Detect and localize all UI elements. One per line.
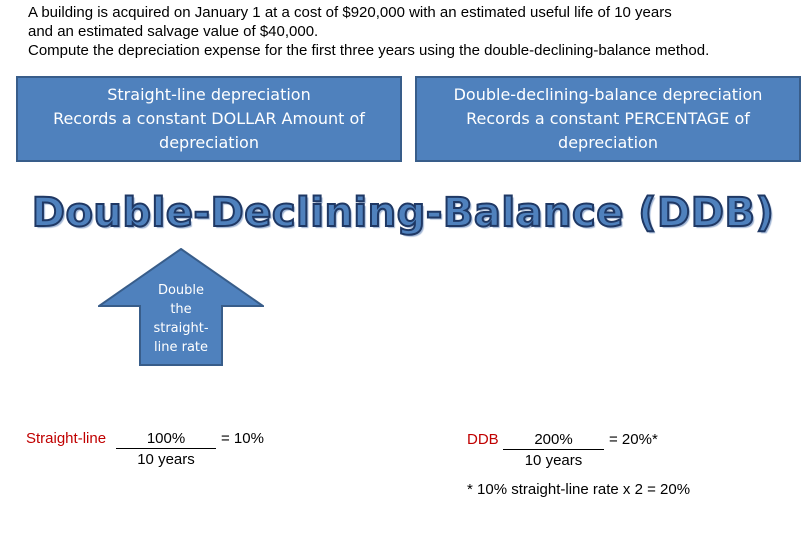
arrow-text-line: line rate xyxy=(154,340,208,355)
arrow-text-line: the xyxy=(170,302,192,317)
ddb-box-line: Records a constant PERCENTAGE of xyxy=(466,109,750,128)
straight-line-box-line: Straight-line depreciation xyxy=(107,85,311,104)
ddb-box-line: depreciation xyxy=(558,133,658,152)
problem-line: and an estimated salvage value of $40,000. xyxy=(28,23,319,40)
ddb-denominator: 10 years xyxy=(524,452,583,469)
arrow-text-line: straight- xyxy=(153,321,209,336)
problem-line: A building is acquired on January 1 at a cost of $920,000 with an estimated useful life of 10 years xyxy=(28,4,672,21)
ddb-title: Double-Declining-Balance (DDB) xyxy=(31,190,775,236)
straight-line-denominator: 10 years xyxy=(137,451,195,468)
straight-line-numerator: 100% xyxy=(146,430,186,447)
ddb-numerator: 200% xyxy=(534,431,573,448)
ddb-box-line: Double-declining-balance depreciation xyxy=(453,85,763,104)
problem-line: Compute the depreciation expense for the first three years using the double-declining-balance method. xyxy=(28,42,710,59)
straight-line-box-line: depreciation xyxy=(159,133,259,152)
straight-line-result: = 10% xyxy=(221,430,264,447)
footnote: * 10% straight-line rate x 2 = 20% xyxy=(467,481,691,498)
arrow-text-line: Double xyxy=(157,283,205,298)
ddb-result: = 20%* xyxy=(609,431,658,448)
straight-line-label: Straight-line xyxy=(26,430,107,447)
fraction-bar xyxy=(503,449,604,450)
straight-line-box-line: Records a constant DOLLAR Amount of xyxy=(53,109,365,128)
ddb-label: DDB xyxy=(467,431,499,448)
